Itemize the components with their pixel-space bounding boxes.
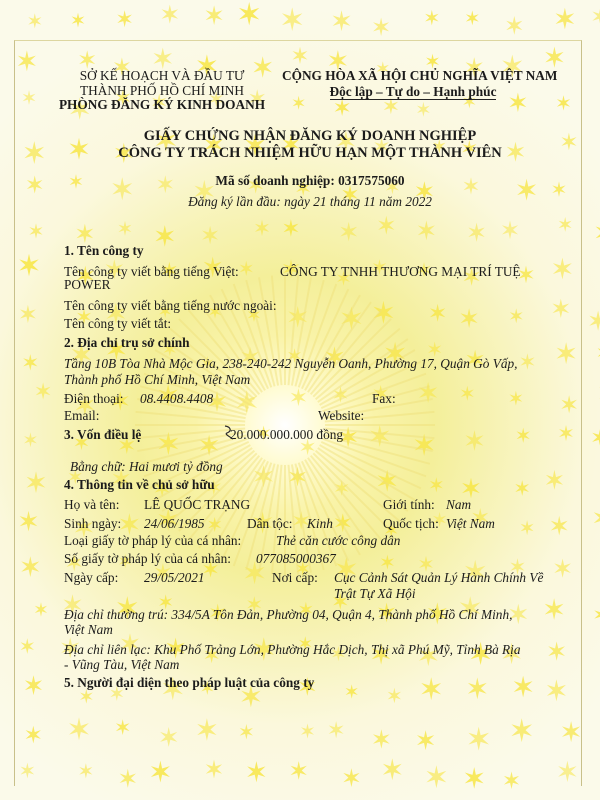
pattern-star bbox=[594, 507, 600, 529]
company-type-title: CÔNG TY TRÁCH NHIỆM HỮU HẠN MỘT THÀNH VIÊN bbox=[118, 145, 502, 161]
issued-by-value-cont: Trật Tự Xã Hội bbox=[334, 586, 416, 601]
pattern-star bbox=[589, 311, 600, 331]
fax-label: Fax: bbox=[372, 391, 396, 406]
issue-date-label: Ngày cấp: bbox=[64, 570, 119, 585]
issuer-city: THÀNH PHỐ HỒ CHÍ MINH bbox=[80, 83, 244, 98]
pattern-star bbox=[206, 5, 223, 25]
section-1-heading: 1. Tên công ty bbox=[64, 243, 144, 258]
pattern-star bbox=[28, 13, 41, 28]
nationality-label: Quốc tịch: bbox=[383, 516, 439, 531]
pattern-star bbox=[596, 221, 600, 245]
owner-name-label: Họ và tên: bbox=[64, 497, 120, 512]
id-type-label: Loại giấy tờ pháp lý của cá nhân: bbox=[64, 533, 242, 548]
pattern-star bbox=[162, 5, 179, 24]
ethnicity-value: Kinh bbox=[307, 516, 333, 531]
vn-name-value: CÔNG TY TNHH THƯƠNG MẠI TRÍ TUỆ bbox=[280, 264, 521, 279]
ethnicity-label: Dân tộc: bbox=[247, 516, 293, 531]
handwritten-mark bbox=[222, 424, 236, 440]
pattern-star bbox=[72, 13, 85, 28]
section-4-heading: 4. Thông tin về chủ sở hữu bbox=[64, 477, 215, 492]
section-5-heading: 5. Người đại diện theo pháp luật của công ty bbox=[64, 675, 315, 690]
email-label: Email: bbox=[64, 408, 100, 423]
website-label: Website: bbox=[318, 408, 365, 423]
foreign-name-label: Tên công ty viết bằng tiếng nước ngoài: bbox=[64, 298, 277, 313]
pattern-star bbox=[282, 7, 302, 31]
head-office-address: Tầng 10B Tòa Nhà Mộc Gia, 238-240-242 Nguyễn Oanh, Phường 17, Quận Gò Vấp, bbox=[64, 356, 518, 371]
pattern-star bbox=[506, 16, 522, 35]
charter-capital-value: 20.000.000.000 đồng bbox=[230, 427, 344, 442]
pattern-star bbox=[594, 606, 600, 622]
issue-date-value: 29/05/2021 bbox=[144, 570, 205, 585]
issuer-department: SỞ KẾ HOẠCH VÀ ĐẦU TƯ bbox=[79, 68, 245, 83]
pattern-star bbox=[466, 11, 479, 26]
capital-in-words: Bằng chữ: Hai mươi tỷ đồng bbox=[70, 459, 223, 474]
vn-name-label: Tên công ty viết bằng tiếng Việt: bbox=[64, 264, 239, 279]
dob-value: 24/06/1985 bbox=[144, 516, 205, 531]
pattern-star bbox=[592, 428, 600, 446]
id-type-value: Thẻ căn cước công dân bbox=[276, 533, 401, 548]
contact-address: Địa chỉ liên lạc: Khu Phố Trảng Lớn, Phường Hắc Dịch, Thị xã Phú Mỹ, Tỉnh Bà Rịa bbox=[64, 642, 521, 657]
pattern-star bbox=[425, 10, 439, 26]
national-title: CỘNG HÒA XÃ HỘI CHỦ NGHĨA VIỆT NAM bbox=[282, 68, 558, 83]
pattern-star bbox=[117, 10, 132, 27]
id-number-value: 077085000367 bbox=[256, 551, 336, 566]
issued-by-value: Cục Cảnh Sát Quản Lý Hành Chính Về bbox=[334, 570, 544, 585]
national-motto: Độc lập – Tự do – Hạnh phúc bbox=[329, 84, 497, 99]
id-number-label: Số giấy tờ pháp lý của cá nhân: bbox=[64, 551, 231, 566]
section-2-heading: 2. Địa chỉ trụ sở chính bbox=[64, 335, 190, 350]
dob-label: Sinh ngày: bbox=[64, 516, 122, 531]
head-office-address-cont: Thành phố Hồ Chí Minh, Việt Nam bbox=[64, 372, 251, 387]
permanent-address: Địa chỉ thường trú: 334/5A Tôn Đản, Phường 04, Quận 4, Thành phố Hồ Chí Minh, bbox=[64, 607, 513, 622]
permanent-address-cont: Việt Nam bbox=[64, 622, 113, 637]
section-3-heading: 3. Vốn điều lệ bbox=[64, 427, 142, 442]
gender-value: Nam bbox=[446, 497, 472, 512]
phone-value: 08.4408.4408 bbox=[140, 391, 214, 406]
vn-name-value-cont: POWER bbox=[64, 277, 111, 292]
phone-label: Điện thoại: bbox=[64, 391, 124, 406]
pattern-star bbox=[592, 7, 600, 26]
issuer-office: PHÒNG ĐĂNG KÝ KINH DOANH bbox=[58, 97, 266, 112]
first-registration-date: Đăng ký lần đầu: ngày 21 tháng 11 năm 2022 bbox=[188, 194, 432, 209]
pattern-star bbox=[333, 10, 351, 31]
nationality-value: Việt Nam bbox=[446, 516, 495, 531]
gender-label: Giới tính: bbox=[383, 497, 435, 512]
contact-address-cont: - Vũng Tàu, Việt Nam bbox=[64, 657, 180, 672]
pattern-star bbox=[373, 18, 389, 36]
pattern-star bbox=[556, 8, 575, 30]
document-title: GIẤY CHỨNG NHẬN ĐĂNG KÝ DOANH NGHIỆP bbox=[143, 128, 477, 144]
pattern-star bbox=[239, 2, 259, 25]
issued-by-label: Nơi cấp: bbox=[272, 570, 318, 585]
tax-code: Mã số doanh nghiệp: 0317575060 bbox=[215, 173, 405, 188]
short-name-label: Tên công ty viết tắt: bbox=[64, 316, 172, 331]
owner-name-value: LÊ QUỐC TRẠNG bbox=[144, 497, 251, 512]
